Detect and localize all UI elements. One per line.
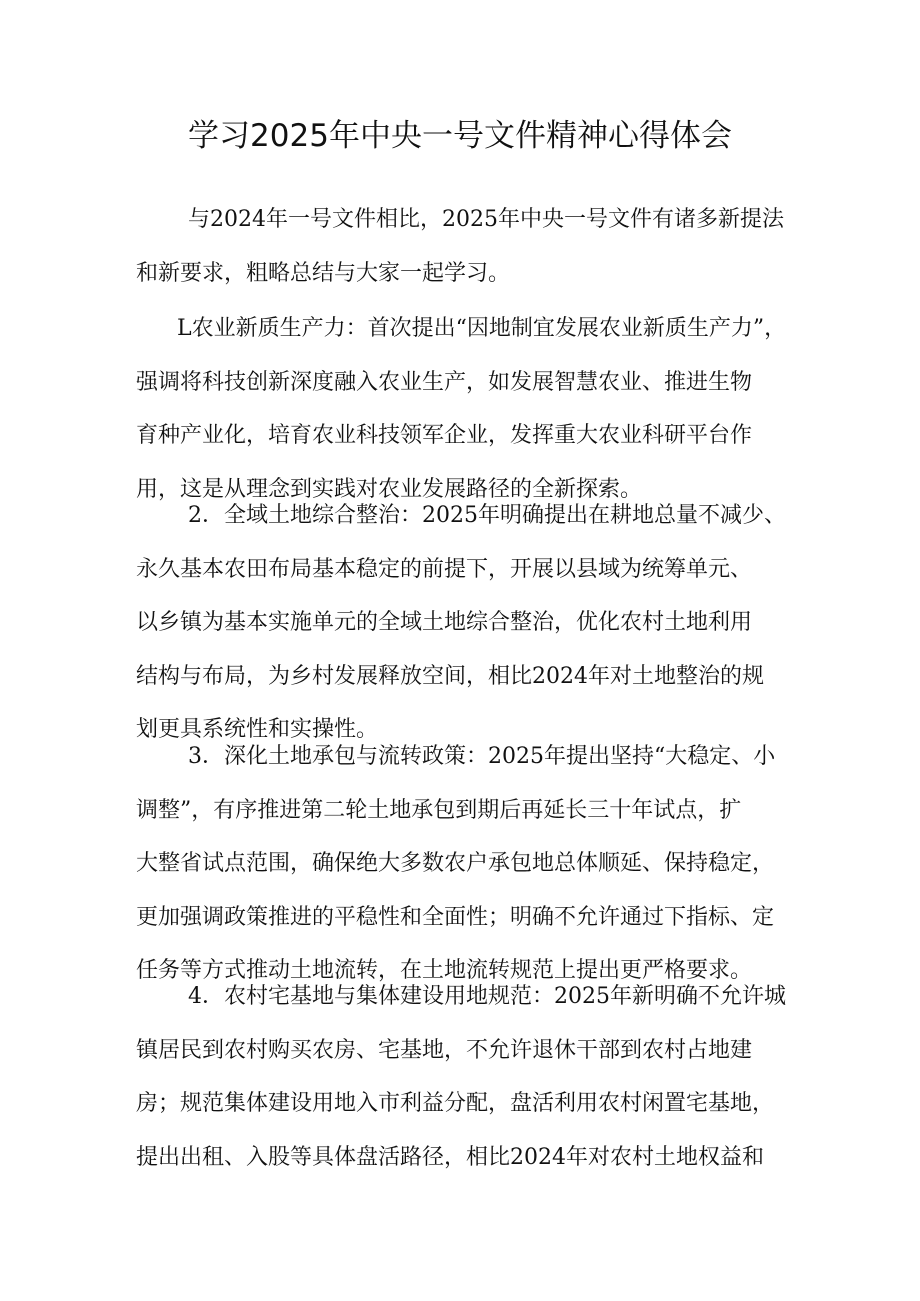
paragraph-line: 与2024年一号文件相比，2025年中央一号文件有诸多新提法 bbox=[188, 207, 784, 232]
paragraph-line: L农业新质生产力：首次提出“因地制宜发展农业新质生产力”， bbox=[177, 316, 787, 341]
paragraph-line: 结构与布局，为乡村发展释放空间，相比2024年对土地整治的规 bbox=[136, 664, 764, 689]
paragraph-line: 永久基本农田布局基本稳定的前提下，开展以县域为统筹单元、 bbox=[136, 557, 753, 582]
paragraph-line: 大整省试点范围，确保绝大多数农户承包地总体顺延、保持稳定， bbox=[136, 851, 775, 876]
paragraph-line: 用，这是从理念到实践对农业发展路径的全新探索。 bbox=[136, 477, 643, 502]
paragraph-line: 任务等方式推动土地流转，在土地流转规范上提出更严格要求。 bbox=[136, 958, 753, 983]
paragraph-line: 强调将科技创新深度融入农业生产，如发展智慧农业、推进生物 bbox=[136, 370, 753, 395]
paragraph-line: 和新要求，粗略总结与大家一起学习。 bbox=[136, 261, 511, 286]
paragraph-line: 育种产业化，培育农业科技领军企业，发挥重大农业科研平台作 bbox=[136, 423, 753, 448]
paragraph-line: 4．农村宅基地与集体建设用地规范：2025年新明确不允许城 bbox=[188, 984, 786, 1009]
paragraph-line: 提出出租、入股等具体盘活路径，相比2024年对农村土地权益和 bbox=[136, 1145, 764, 1170]
paragraph-line: 调整”，有序推进第二轮土地承包到期后再延长三十年试点，扩 bbox=[136, 798, 742, 823]
paragraph-line: 更加强调政策推进的平稳性和全面性；明确不允许通过下指标、定 bbox=[136, 905, 775, 930]
paragraph-line: 划更具系统性和实操性。 bbox=[136, 717, 379, 742]
paragraph-line: 3．深化土地承包与流转政策：2025年提出坚持“大稳定、小 bbox=[188, 744, 776, 769]
paragraph-line: 2．全域土地综合整治：2025年明确提出在耕地总量不减少、 bbox=[188, 503, 786, 528]
document-title: 学习2025年中央一号文件精神心得体会 bbox=[188, 118, 732, 154]
paragraph-line: 以乡镇为基本实施单元的全域土地综合整治，优化农村土地利用 bbox=[136, 610, 753, 635]
paragraph-line: 镇居民到农村购买农房、宅基地，不允许退休干部到农村占地建 bbox=[136, 1038, 753, 1063]
paragraph-line: 房；规范集体建设用地入市利益分配，盘活利用农村闲置宅基地， bbox=[136, 1091, 775, 1116]
